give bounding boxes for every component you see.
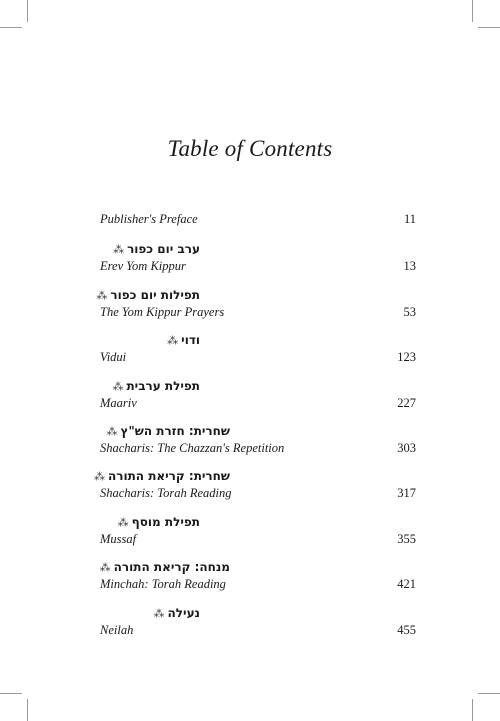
toc-row [80,394,416,412]
toc-hebrew-text: מנחה: קריאת התורה [113,560,230,574]
crop-mark [27,0,28,22]
toc-entry [80,605,416,639]
ornament-icon: ⁂ [167,334,179,347]
toc-page-number: 227 [397,396,416,410]
toc-english-title: Maariv [100,396,137,410]
toc-english-title: Neilah [100,623,134,637]
toc-entry [80,468,416,502]
toc-english-title: Minchah: Torah Reading [100,577,226,591]
toc-row [80,575,416,593]
toc-hebrew-title [80,514,200,530]
toc-hebrew-title [80,241,200,257]
toc-row [80,348,416,366]
toc-hebrew-title [80,287,200,303]
toc-english-title: Vidui [100,350,127,364]
toc-hebrew-text: ודוי [181,333,200,347]
toc-hebrew-text: תפילות יום כפור [110,288,200,302]
toc-english-title: Publisher's Preface [100,212,198,226]
ornament-icon: ⁂ [153,607,165,620]
toc-page-number: 13 [403,259,416,273]
toc-entry [80,241,416,275]
toc-entry [80,378,416,412]
toc-hebrew-title [80,423,230,439]
toc-row [80,439,416,457]
ornament-icon: ⁂ [106,425,118,438]
toc-page-number: 317 [397,486,416,500]
toc-page-number: 421 [397,577,416,591]
toc-row [80,530,416,548]
toc-entry [80,423,416,457]
toc-row [80,210,416,228]
toc-hebrew-text: שחרית: קריאת התורה [107,469,230,483]
ornament-icon: ⁂ [93,470,105,483]
crop-mark [0,693,22,694]
toc-hebrew-title [80,605,200,621]
ornament-icon: ⁂ [117,516,129,529]
toc-row [80,621,416,639]
page-title: Table of Contents [167,136,333,161]
toc-entry [80,332,416,366]
toc-entry [80,514,416,548]
toc-english-title: Erev Yom Kippur [100,259,186,273]
toc-page-number: 303 [397,441,416,455]
toc-hebrew-title [80,332,200,348]
toc-page-number: 123 [397,350,416,364]
toc-hebrew-title [80,378,200,394]
crop-mark [0,27,22,28]
crop-mark [478,693,500,694]
toc-hebrew-title [80,559,230,575]
crop-mark [472,699,473,721]
toc-hebrew-text: תפילת מוסף [131,515,200,529]
toc-hebrew-text: נעילה [167,606,200,620]
crop-mark [478,27,500,28]
toc-entry [80,210,416,228]
toc-entry [80,287,416,321]
toc-row [80,257,416,275]
ornament-icon: ⁂ [99,561,111,574]
toc-row [80,484,416,502]
toc-hebrew-text: שחרית: חזרת הש"ץ [120,424,230,438]
toc-page-number: 355 [397,532,416,546]
crop-mark [27,699,28,721]
toc-row [80,303,416,321]
toc-english-title: The Yom Kippur Prayers [100,305,225,319]
toc-english-title: Shacharis: The Chazzan's Repetition [100,441,285,455]
toc-english-title: Shacharis: Torah Reading [100,486,232,500]
crop-mark [472,0,473,22]
toc-hebrew-title [80,468,230,484]
ornament-icon: ⁂ [112,380,124,393]
toc-english-title: Mussaf [100,532,137,546]
toc-entry [80,559,416,593]
toc-page-number: 11 [403,212,416,226]
toc-hebrew-text: תפילת ערבית [126,379,200,393]
ornament-icon: ⁂ [96,289,108,302]
toc-hebrew-text: ערב יום כפור [127,242,200,256]
ornament-icon: ⁂ [113,243,125,256]
toc-page-number: 53 [403,305,416,319]
toc-page-number: 455 [397,623,416,637]
